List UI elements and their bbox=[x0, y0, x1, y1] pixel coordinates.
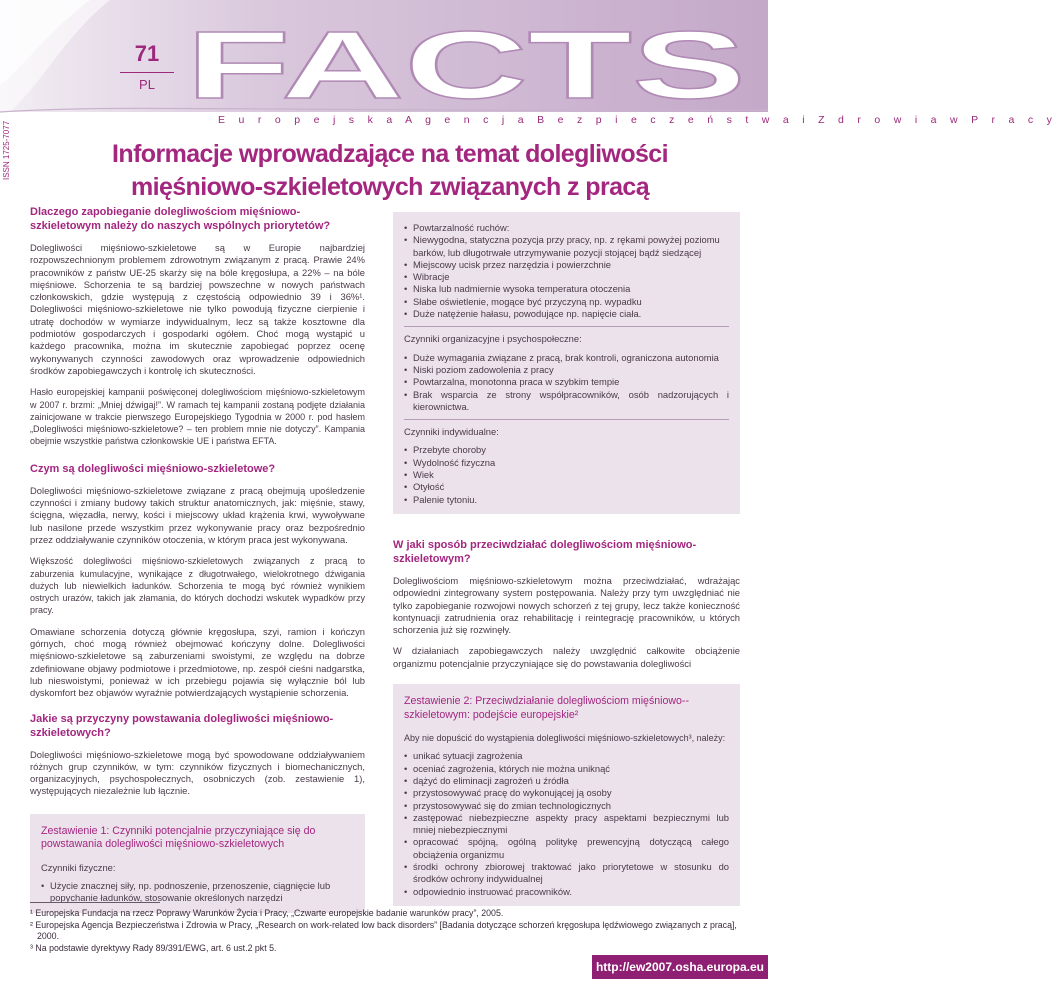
summary-box-1 bbox=[30, 814, 365, 913]
box2-list bbox=[404, 750, 729, 898]
list-item: • Palenie tytoniu. bbox=[404, 494, 729, 506]
facts-wordmark: FACTS bbox=[186, 12, 746, 119]
physical-factors-list bbox=[404, 222, 729, 320]
list-item: • środki ochrony zbiorowej traktować jako priorytetowe w stosunku do środków ochrony indywidualnej bbox=[404, 861, 729, 886]
summary-box-1-continued bbox=[393, 212, 740, 514]
left-column bbox=[30, 205, 365, 913]
issue-divider bbox=[120, 72, 174, 73]
list-item: • przystosowywać pracę do wykonującej ją osoby bbox=[404, 787, 729, 799]
list-item: • Powtarzalność ruchów: bbox=[404, 222, 729, 234]
paragraph-causes: Dolegliwości mięśniowo-szkieletowe mogą być spowodowane oddziaływaniem różnych grup czynników, w tym: czynników fizycznych i biomechanicznych, organizacyjnych, psychospołecznych, osobniczych (zob. zestawienie 1), występujących niezależnie lub łącznie. bbox=[30, 748, 365, 797]
campaign-url-link[interactable]: http://ew2007.osha.europa.eu bbox=[592, 955, 768, 979]
list-item: • Wibracje bbox=[404, 271, 729, 283]
list-item: • oceniać zagrożenia, których nie można uniknąć bbox=[404, 763, 729, 775]
list-item: • Słabe oświetlenie, mogące być przyczyną np. wypadku bbox=[404, 296, 729, 308]
page-title bbox=[40, 138, 740, 204]
list-item: • Miejscowy ucisk przez narzędzia i powierzchnie bbox=[404, 259, 729, 271]
paragraph-body-parts: Omawiane schorzenia dotyczą głównie kręgosłupa, szyi, ramion i kończyn górnych, choć mogą również obejmować kończyny dolne. Dolegliwości mięśniowo-szkieletowe są zaburzeniami swoistymi, ze względu na dobrze zdefiniowane objawy podmiotowe i przedmiotowe, np. zespół cieśni nadgarstka, lub nieswoistymi, ponieważ w ich przebiegu pojawia się wyłącznie ból lub dyskomfort bez objawów wyraźnie potwierdzających wystąpienie schorzenia. bbox=[30, 625, 365, 699]
page-title-line1: Informacje wprowadzające na temat dolegliwości bbox=[112, 140, 668, 168]
list-item: • dążyć do eliminacji zagrożeń u źródła bbox=[404, 775, 729, 787]
list-item: • Przebyte choroby bbox=[404, 444, 729, 456]
header-band bbox=[0, 0, 1057, 140]
list-item: • Duże wymagania związane z pracą, brak kontroli, ograniczona autonomia bbox=[404, 352, 729, 364]
box1-list bbox=[41, 880, 354, 905]
box2-title: Zestawienie 2: Przeciwdziałanie dolegliwościom mięśniowo--szkieletowym: podejście europejskie² bbox=[404, 695, 689, 721]
heading-causes: Jakie są przyczyny powstawania dolegliwości mięśniowo-szkieletowych? bbox=[30, 712, 334, 739]
list-item: • opracować spójną, ogólną politykę prewencyjną dotyczącą całego obciążenia organizmu bbox=[404, 836, 729, 861]
right-column bbox=[393, 212, 740, 906]
issue-block bbox=[120, 42, 174, 92]
list-item: • Wiek bbox=[404, 469, 729, 481]
list-item: • Wydolność fizyczna bbox=[404, 457, 729, 469]
paragraph-workload: W działaniach zapobiegawczych należy uwzględnić całkowite obciążenie organizmu potencjalnie przyczyniające się do powstawania dolegliwości bbox=[393, 645, 740, 669]
footnotes bbox=[30, 908, 740, 954]
heading-why-prevent: Dlaczego zapobieganie dolegliwościom mięśniowo-szkieletowym należy do naszych wspólnych priorytetów? bbox=[30, 206, 331, 232]
list-item: • odpowiednio instruować pracowników. bbox=[404, 886, 729, 898]
summary-box-2 bbox=[393, 684, 740, 906]
list-item: • Niski poziom zadowolenia z pracy bbox=[404, 364, 729, 376]
list-item: • Użycie znacznej siły, np. podnoszenie, przenoszenie, ciągnięcie lub popychanie ładunków, stosowanie określonych narzędzi bbox=[41, 880, 354, 905]
agency-name: E u r o p e j s k a A g e n c j a B e z p i e c z e ń s t w a i Z d r o w i a w P r a c y bbox=[218, 114, 1057, 126]
footnote-rule bbox=[30, 902, 160, 903]
list-item: • zastępować niebezpieczne aspekty pracy aspektami bezpiecznymi lub mniej niebezpiecznymi bbox=[404, 812, 729, 837]
box1-subheading: Czynniki fizyczne: bbox=[41, 861, 116, 873]
list-item: • Otyłość bbox=[404, 481, 729, 493]
org-factors-list bbox=[404, 352, 729, 413]
paragraph-definition: Dolegliwości mięśniowo-szkieletowe związane z pracą obejmują upośledzenie czynności i zmiany budowy takich struktur anatomicznych, jak: mięśnie, stawy, ścięgna, więzadła, nerwy, kości i miejscowy układ krążenia krwi, wywoływane lub nasilone przede wszystkim przez wykonywanie pracy oraz bezpośrednio przez oddziaływanie czynników otoczenia, w którym praca jest wykonywana. bbox=[30, 484, 365, 545]
paragraph-prevention: Dolegliwościom mięśniowo-szkieletowym można przeciwdziałać, wdrażając odpowiedni zintegrowany system postępowania. Należy przy tym uwzględniać nie tylko zapobieganie rozwojowi nowych schorzeń z tej grupy, lecz także konieczność kontynuacji zatrudnienia oraz rehabilitację i reintegrację pracowników, u których schorzenia już się rozwinęły. bbox=[393, 574, 740, 636]
paragraph-intro: Dolegliwości mięśniowo-szkieletowe są w Europie najbardziej rozpowszechnionym problemem zdrowotnym związanym z pracą. Prawie 24% pracowników z państw UE-25 skarży się na bóle kręgosłupa, a 22% – na bóle mięśniowe. Schorzenia te są bardziej powszechne w nowych państwach członkowskich, gdzie występują z częstością odpowiednio 39 i 36%¹. Dolegliwości mięśniowo-szkieletowe nie tylko powodują fizyczne cierpienie i utratę dochodów w wymiarze indywidualnym, lecz są także kosztowne dla podmiotów gospodarczych i gospodarki ogółem. Choć mogą wystąpić u każdego pracownika, można im skutecznie zapobiegać poprzez ocenę wykonywanych czynności zawodowych oraz wprowadzenie odpowiednich środków zapobiegawczych i kontrolę ich skuteczności. bbox=[30, 242, 365, 376]
facts-logo bbox=[186, 12, 746, 119]
footnote-2: ² Europejska Agencja Bezpieczeństwa i Zdrowia w Pracy, „Research on work-related low back disorders” [Badania dotyczące schorzeń kręgosłupa lędźwiowego związanych z pracą], 2000. bbox=[30, 919, 737, 941]
issn-label: ISSN 1725-7077 bbox=[2, 120, 11, 180]
language-code: PL bbox=[139, 77, 155, 92]
issue-number: 71 bbox=[134, 41, 160, 66]
footnote-3: ³ Na podstawie dyrektywy Rady 89/391/EWG, art. 6 ust.2 pkt 5. bbox=[30, 942, 277, 953]
box1-title: Zestawienie 1: Czynniki potencjalnie przyczyniające się do powstawania dolegliwości mięśniowo-szkieletowych bbox=[41, 824, 316, 851]
list-item: • Duże natężenie hałasu, powodujące np. napięcie ciała. bbox=[404, 308, 729, 320]
org-factors-subheading: Czynniki organizacyjne i psychospołeczne: bbox=[404, 333, 582, 345]
box2-subheading: Aby nie dopuścić do wystąpienia dolegliwości mięśniowo-szkieletowych³, należy: bbox=[404, 733, 726, 744]
heading-how-prevent: W jaki sposób przeciwdziałać dolegliwościom mięśniowo-szkieletowym? bbox=[393, 538, 697, 565]
page-title-line2: mięśniowo-szkieletowych związanych z pracą bbox=[130, 173, 650, 201]
list-item: • Niewygodna, statyczna pozycja przy pracy, np. z rękami powyżej poziomu barków, lub długotrwałe utrzymywanie pozycji stojącej bądź siedzącej bbox=[404, 234, 729, 259]
list-item: • Brak wsparcia ze strony współpracowników, osób nadzorujących i kierownictwa. bbox=[404, 389, 729, 414]
box-divider bbox=[404, 326, 729, 327]
heading-what-are: Czym są dolegliwości mięśniowo-szkieletowe? bbox=[30, 462, 276, 475]
list-item: • Niska lub nadmiernie wysoka temperatura otoczenia bbox=[404, 283, 729, 295]
paragraph-cumulative: Większość dolegliwości mięśniowo-szkieletowych związanych z pracą to zaburzenia kumulacyjne, wynikające z długotrwałego, wielokrotnego dźwigania dużych lub niewielkich ładunków. Schorzenia te mogą być również wynikiem ostrych urazów, takich jak złamania, do których dochodzi wskutek wypadków przy pracy. bbox=[30, 556, 365, 616]
paragraph-campaign: Hasło europejskiej kampanii poświęconej dolegliwościom mięśniowo-szkieletowym w 2007 r. brzmi: „Mniej dźwigaj!”. W ramach tej kampanii zostaną podjęte działania zainicjowane w trakcie pierwszego Europejskiego Tygodnia w 2000 r. pod hasłem „Dolegliwości mięśniowo-szkieletowe? – ten problem mnie nie dotyczy”. Kampania obejmie wszystkie państwa członkowskie UE i państwa EFTA. bbox=[30, 387, 365, 447]
box-divider bbox=[404, 419, 729, 420]
footnote-1: ¹ Europejska Fundacja na rzecz Poprawy Warunków Życia i Pracy, „Czwarte europejskie badanie warunków pracy”, 2005. bbox=[30, 908, 504, 918]
list-item: • Powtarzalna, monotonna praca w szybkim tempie bbox=[404, 376, 729, 388]
individual-factors-subheading: Czynniki indywidualne: bbox=[404, 426, 499, 438]
individual-factors-list bbox=[404, 444, 729, 505]
list-item: • unikać sytuacji zagrożenia bbox=[404, 750, 729, 762]
list-item: • przystosowywać się do zmian technologicznych bbox=[404, 800, 729, 812]
